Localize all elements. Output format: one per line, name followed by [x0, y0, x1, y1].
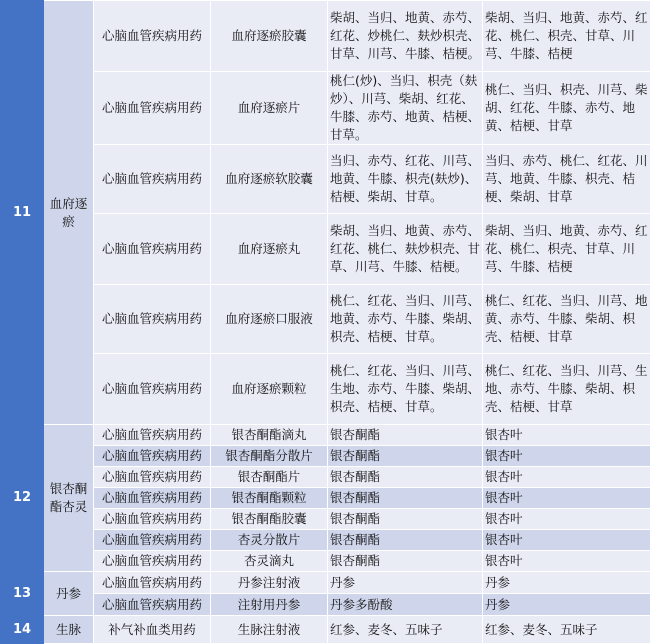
- herbs-cell: 银杏叶: [483, 488, 650, 509]
- category-cell: 心脑血管疾病用药: [94, 509, 211, 530]
- group-name: 丹参: [44, 572, 94, 616]
- product-cell: 杏灵滴丸: [211, 551, 328, 572]
- table-row: [1, 1, 650, 72]
- product-cell: 银杏酮酯胶囊: [211, 509, 328, 530]
- composition-cell: 银杏酮酯: [328, 446, 483, 467]
- table-row: [1, 72, 650, 145]
- product-cell: 生脉注射液: [211, 616, 328, 644]
- table-row: [1, 145, 650, 214]
- product-cell: 血府逐瘀片: [211, 72, 328, 145]
- product-cell: 血府逐瘀软胶囊: [211, 145, 328, 214]
- group-number: 13: [1, 572, 44, 616]
- group-number: 11: [1, 1, 44, 425]
- composition-cell: 丹参: [328, 572, 483, 594]
- category-cell: 补气补血类用药: [94, 616, 211, 644]
- group-name: 血府逐瘀: [44, 1, 94, 425]
- category-cell: 心脑血管疾病用药: [94, 530, 211, 551]
- herbs-cell: 银杏叶: [483, 425, 650, 446]
- herbs-cell: 柴胡、当归、地黄、赤芍、红花、桃仁、枳壳、甘草、川芎、牛膝、桔梗: [483, 1, 650, 72]
- category-cell: 心脑血管疾病用药: [94, 572, 211, 594]
- product-cell: 银杏酮酯滴丸: [211, 425, 328, 446]
- composition-cell: 银杏酮酯: [328, 530, 483, 551]
- table-row: [1, 285, 650, 354]
- table-row: [1, 616, 650, 644]
- herbs-cell: 桃仁、当归、枳壳、川芎、柴胡、红花、牛膝、赤芍、地黄、桔梗、甘草: [483, 72, 650, 145]
- table-row: [1, 354, 650, 425]
- composition-cell: 当归、赤芍、红花、川芎、地黄、牛膝、枳壳(麸炒)、桔梗、柴胡、甘草。: [328, 145, 483, 214]
- composition-cell: 桃仁(炒)、当归、枳壳（麸炒）、川芎、柴胡、红花、牛膝、赤芍、地黄、桔梗、甘草。: [328, 72, 483, 145]
- herbs-cell: 银杏叶: [483, 446, 650, 467]
- herbs-cell: 红参、麦冬、五味子: [483, 616, 650, 644]
- category-cell: 心脑血管疾病用药: [94, 446, 211, 467]
- table-row: [1, 488, 650, 509]
- group-name: 生脉: [44, 616, 94, 644]
- category-cell: 心脑血管疾病用药: [94, 467, 211, 488]
- table-row: [1, 551, 650, 572]
- composition-cell: 柴胡、当归、地黄、赤芍、红花、炒桃仁、麸炒枳壳、甘草、川芎、牛膝、桔梗。: [328, 1, 483, 72]
- category-cell: 心脑血管疾病用药: [94, 354, 211, 425]
- herbs-cell: 桃仁、红花、当归、川芎、生地、赤芍、牛膝、柴胡、枳壳、桔梗、甘草: [483, 354, 650, 425]
- table-row: [1, 509, 650, 530]
- composition-cell: 银杏酮酯: [328, 551, 483, 572]
- composition-cell: 银杏酮酯: [328, 488, 483, 509]
- composition-cell: 红参、麦冬、五味子: [328, 616, 483, 644]
- product-cell: 血府逐瘀丸: [211, 214, 328, 285]
- table-row: [1, 214, 650, 285]
- table-row: [1, 467, 650, 488]
- herbs-cell: 柴胡、当归、地黄、赤芍、红花、桃仁、枳壳、甘草、川芎、牛膝、桔梗: [483, 214, 650, 285]
- composition-cell: 桃仁、红花、当归、川芎、地黄、赤芍、牛膝、柴胡、枳壳、桔梗、甘草。: [328, 285, 483, 354]
- group-number: 14: [1, 616, 44, 644]
- product-cell: 丹参注射液: [211, 572, 328, 594]
- group-number: 12: [1, 425, 44, 572]
- herbs-cell: 丹参: [483, 572, 650, 594]
- product-cell: 血府逐瘀颗粒: [211, 354, 328, 425]
- product-cell: 银杏酮酯颗粒: [211, 488, 328, 509]
- composition-cell: 柴胡、当归、地黄、赤芍、红花、桃仁、麸炒枳壳、甘草、川芎、牛膝、桔梗。: [328, 214, 483, 285]
- herbs-cell: 当归、赤芍、桃仁、红花、川芎、地黄、牛膝、枳壳、桔梗、柴胡、甘草: [483, 145, 650, 214]
- table-row: [1, 594, 650, 616]
- table-row: [1, 446, 650, 467]
- product-cell: 杏灵分散片: [211, 530, 328, 551]
- category-cell: 心脑血管疾病用药: [94, 72, 211, 145]
- table-row: [1, 572, 650, 594]
- group-name: 银杏酮酯杏灵: [44, 425, 94, 572]
- category-cell: 心脑血管疾病用药: [94, 551, 211, 572]
- product-cell: 注射用丹参: [211, 594, 328, 616]
- composition-cell: 丹参多酚酸: [328, 594, 483, 616]
- category-cell: 心脑血管疾病用药: [94, 488, 211, 509]
- herbs-cell: 银杏叶: [483, 551, 650, 572]
- herbs-cell: 银杏叶: [483, 467, 650, 488]
- composition-cell: 银杏酮酯: [328, 509, 483, 530]
- product-cell: 银杏酮酯片: [211, 467, 328, 488]
- category-cell: 心脑血管疾病用药: [94, 285, 211, 354]
- composition-cell: 银杏酮酯: [328, 467, 483, 488]
- product-cell: 血府逐瘀胶囊: [211, 1, 328, 72]
- category-cell: 心脑血管疾病用药: [94, 1, 211, 72]
- product-cell: 银杏酮酯分散片: [211, 446, 328, 467]
- table-row: [1, 425, 650, 446]
- table-row: [1, 530, 650, 551]
- category-cell: 心脑血管疾病用药: [94, 145, 211, 214]
- category-cell: 心脑血管疾病用药: [94, 214, 211, 285]
- herbs-cell: 银杏叶: [483, 509, 650, 530]
- composition-cell: 银杏酮酯: [328, 425, 483, 446]
- herbs-cell: 银杏叶: [483, 530, 650, 551]
- product-cell: 血府逐瘀口服液: [211, 285, 328, 354]
- herbs-cell: 丹参: [483, 594, 650, 616]
- category-cell: 心脑血管疾病用药: [94, 594, 211, 616]
- composition-cell: 桃仁、红花、当归、川芎、生地、赤芍、牛膝、柴胡、枳壳、桔梗、甘草。: [328, 354, 483, 425]
- category-cell: 心脑血管疾病用药: [94, 425, 211, 446]
- herbs-cell: 桃仁、红花、当归、川芎、地黄、赤芍、牛膝、柴胡、枳壳、桔梗、甘草: [483, 285, 650, 354]
